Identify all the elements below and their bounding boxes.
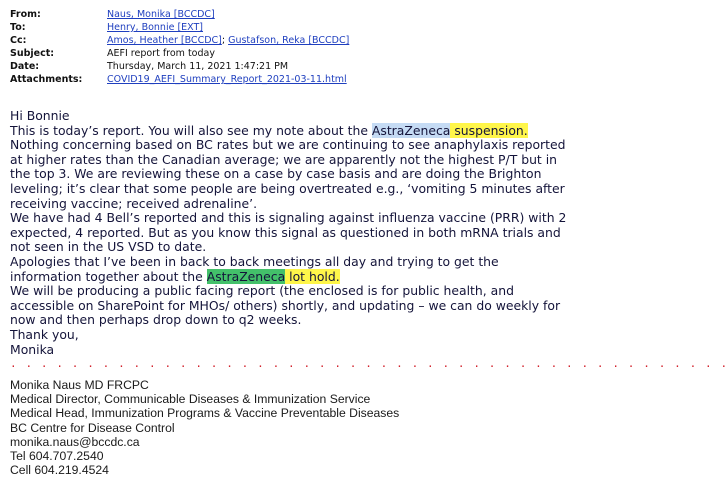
highlight-astrazeneca: AstraZeneca [371, 122, 451, 138]
cc-recipient-link-2[interactable]: Gustafson, Reka [BCCDC] [228, 35, 350, 46]
date-value: Thursday, March 11, 2021 1:47:21 PM [107, 61, 289, 72]
body-line [10, 270, 616, 285]
from-sender-link[interactable]: Naus, Monika [BCCDC] [107, 9, 215, 20]
from-row [10, 8, 610, 21]
body-line: expected, 4 reported. But as you know this signal as questioned in both mRNA trials and [10, 224, 561, 240]
body-line: now and then perhaps drop down to q2 weeks. [10, 312, 302, 328]
body-line: at higher rates than the Canadian average; we are apparently not the highest P/T but in [10, 151, 558, 167]
body-line: We will be producing a public facing report (the enclosed is for public health, and [10, 283, 514, 299]
highlight-astrazeneca-lot: AstraZeneca [206, 268, 286, 284]
signature-email[interactable]: monika.naus@bccdc.ca [10, 434, 140, 449]
body-line: We have had 4 Bell’s reported and this is signaling against influenza vaccine (PRR) with 2 [10, 210, 567, 226]
body-line: accessible on SharePoint for MHOs/ others) shortly, and updating – we can do weekly for [10, 297, 561, 313]
body-text: This is today’s report. You will also see my note about the [10, 122, 372, 138]
date-row [10, 60, 610, 73]
sign-off: Thank you, [10, 326, 79, 342]
subject-value: AEFI report from today [107, 48, 215, 59]
signature-phone: Tel 604.707.2540 [10, 449, 104, 464]
body-text: information together about the [10, 268, 207, 284]
signature-organization: BC Centre for Disease Control [10, 420, 175, 435]
cc-row [10, 34, 610, 47]
cc-recipient-link-1[interactable]: Amos, Heather [BCCDC] [107, 35, 222, 46]
body-line [10, 124, 616, 139]
signature-cell: Cell 604.219.4524 [10, 463, 109, 477]
sender-first-name: Monika [10, 341, 55, 357]
date-label: Date: [10, 61, 40, 72]
signature-block [10, 378, 616, 477]
signature-name: Monika Naus MD FRCPC [10, 378, 149, 392]
to-recipient-link[interactable]: Henry, Bonnie [EXT] [107, 22, 204, 33]
attachments-label: Attachments: [10, 74, 83, 85]
body-line: not seen in the US VSD to date. [10, 239, 207, 255]
highlight-suspension: suspension. [450, 122, 528, 138]
email-body [10, 108, 728, 371]
to-label: To: [10, 22, 26, 33]
signature-title: Medical Director, Communicable Diseases & Immunization Service [10, 392, 371, 407]
attachment-link[interactable]: COVID19_AEFI_Summary_Report_2021-03-11.html [107, 74, 347, 85]
body-line: the top 3. We are reviewing these on a case by case basis and are doing the Brighton [10, 166, 542, 182]
body-line: Nothing concerning based on BC rates but we are continuing to see anaphylaxis reported [10, 137, 566, 153]
cc-label: Cc: [10, 35, 27, 46]
subject-row [10, 47, 610, 60]
greeting: Hi Bonnie [10, 108, 70, 123]
cc-separator: ; [221, 35, 229, 46]
body-line: Apologies that I’ve been in back to back meetings all day and trying to get the [10, 253, 499, 269]
body-line: leveling; it’s clear that some people are being overtreated e.g., ‘vomiting 5 minutes after [10, 180, 565, 196]
dotted-divider: . . . . . . . . . . . . . . . . . . . . . . . . . . . . . . . . . . . . . . . . . . . . . . . [10, 357, 728, 371]
body-line: receiving vaccine; received adrenaline’. [10, 195, 258, 211]
attachments-row [10, 73, 610, 86]
to-row [10, 21, 610, 34]
highlight-lot-hold: lot hold. [285, 268, 340, 284]
subject-label: Subject: [10, 48, 55, 59]
email-header [10, 8, 610, 86]
from-label: From: [10, 9, 41, 20]
signature-title: Medical Head, Immunization Programs & Vaccine Preventable Diseases [10, 406, 400, 421]
